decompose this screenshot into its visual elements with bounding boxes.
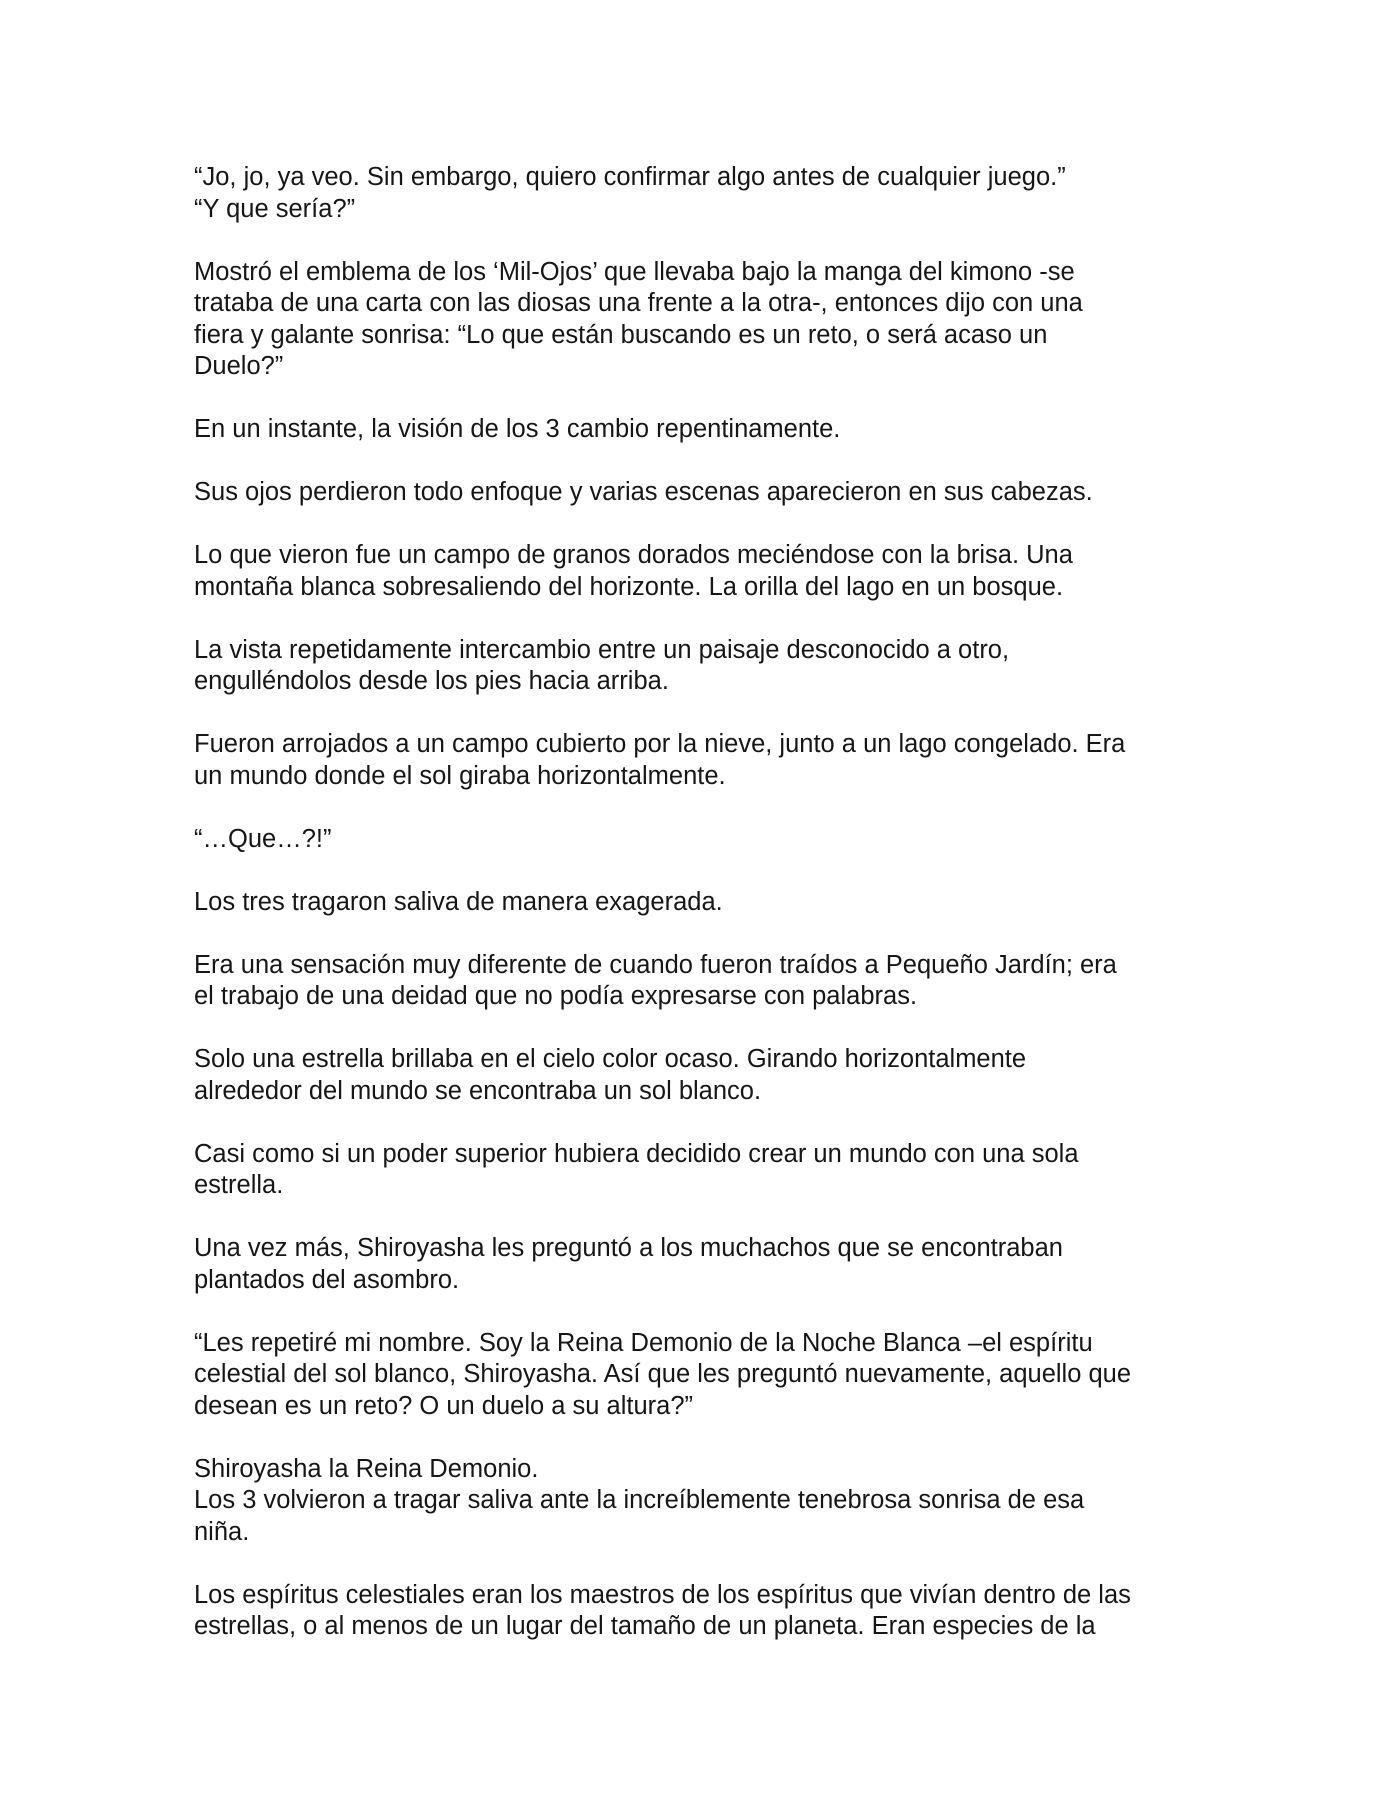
text-line: Duelo?”: [194, 352, 284, 380]
text-line: Los espíritus celestiales eran los maestros de los espíritus que vivían dentro de las: [194, 1580, 1131, 1609]
paragraph-5: [194, 540, 1224, 603]
text-line: Solo una estrella brillaba en el cielo color ocaso. Girando horizontalmente: [194, 1045, 1027, 1073]
paragraph-16: [194, 1580, 1224, 1643]
text-line: estrellas, o al menos de un lugar del tamaño de un planeta. Eran especies de la: [194, 1612, 1096, 1640]
text-line: Los 3 volvieron a tragar saliva ante la increíblemente tenebrosa sonrisa de esa: [194, 1486, 1085, 1514]
paragraph-10: [194, 950, 1224, 1013]
paragraph-13: [194, 1233, 1224, 1296]
paragraph-1: [194, 162, 1224, 225]
text-line: En un instante, la visión de los 3 cambio repentinamente.: [194, 415, 841, 443]
text-body: [194, 162, 1224, 1674]
text-line: celestial del sol blanco, Shiroyasha. Así que les preguntó nuevamente, aquello que: [194, 1360, 1132, 1388]
paragraph-4: [194, 477, 1224, 509]
text-line: montaña blanca sobresaliendo del horizonte. La orilla del lago en un bosque.: [194, 572, 1064, 601]
text-line: estrella.: [194, 1171, 284, 1199]
text-line: “Les repetiré mi nombre. Soy la Reina Demonio de la Noche Blanca –el espíritu: [194, 1328, 1093, 1357]
text-line: Casi como si un poder superior hubiera decidido crear un mundo con una sola: [194, 1139, 1079, 1168]
paragraph-9: [194, 887, 1224, 919]
paragraph-12: [194, 1139, 1224, 1202]
paragraph-14: [194, 1328, 1224, 1423]
text-line: Sus ojos perdieron todo enfoque y varias escenas aparecieron en sus cabezas.: [194, 478, 1093, 506]
text-line: La vista repetidamente intercambio entre un paisaje desconocido a otro,: [194, 635, 1010, 664]
text-line: “Y que sería?”: [194, 194, 356, 223]
text-line: Era una sensación muy diferente de cuando fueron traídos a Pequeño Jardín; era: [194, 950, 1117, 979]
paragraph-7: [194, 729, 1224, 792]
text-line: plantados del asombro.: [194, 1265, 460, 1294]
text-line: un mundo donde el sol giraba horizontalmente.: [194, 761, 726, 790]
text-line: niña.: [194, 1517, 250, 1546]
paragraph-11: [194, 1044, 1224, 1107]
paragraph-15: [194, 1454, 1224, 1549]
text-line: desean es un reto? O un duelo a su altura?”: [194, 1391, 694, 1420]
paragraph-6: [194, 635, 1224, 698]
text-line: “…Que…?!”: [194, 824, 332, 853]
text-line: Los tres tragaron saliva de manera exagerada.: [194, 887, 723, 916]
paragraph-8: [194, 824, 1224, 856]
text-line: Lo que vieron fue un campo de granos dorados meciéndose con la brisa. Una: [194, 541, 1073, 569]
text-line: Mostró el emblema de los ‘Mil-Ojos’ que llevaba bajo la manga del kimono -se: [194, 257, 1075, 286]
paragraph-2: [194, 257, 1224, 383]
text-line: fiera y galante sonrisa: “Lo que están buscando es un reto, o será acaso un: [194, 320, 1048, 349]
text-line: el trabajo de una deidad que no podía expresarse con palabras.: [194, 982, 918, 1010]
text-line: Fueron arrojados a un campo cubierto por la nieve, junto a un lago congelado. Era: [194, 730, 1126, 758]
text-line: “Jo, jo, ya veo. Sin embargo, quiero confirmar algo antes de cualquier juego.”: [194, 163, 1066, 191]
text-line: Shiroyasha la Reina Demonio.: [194, 1454, 539, 1483]
text-line: engulléndolos desde los pies hacia arriba.: [194, 667, 669, 695]
text-line: trataba de una carta con las diosas una frente a la otra-, entonces dijo con una: [194, 289, 1083, 317]
text-line: Una vez más, Shiroyasha les preguntó a los muchachos que se encontraban: [194, 1234, 1063, 1262]
paragraph-3: [194, 414, 1224, 446]
text-line: alrededor del mundo se encontraba un sol blanco.: [194, 1076, 762, 1105]
